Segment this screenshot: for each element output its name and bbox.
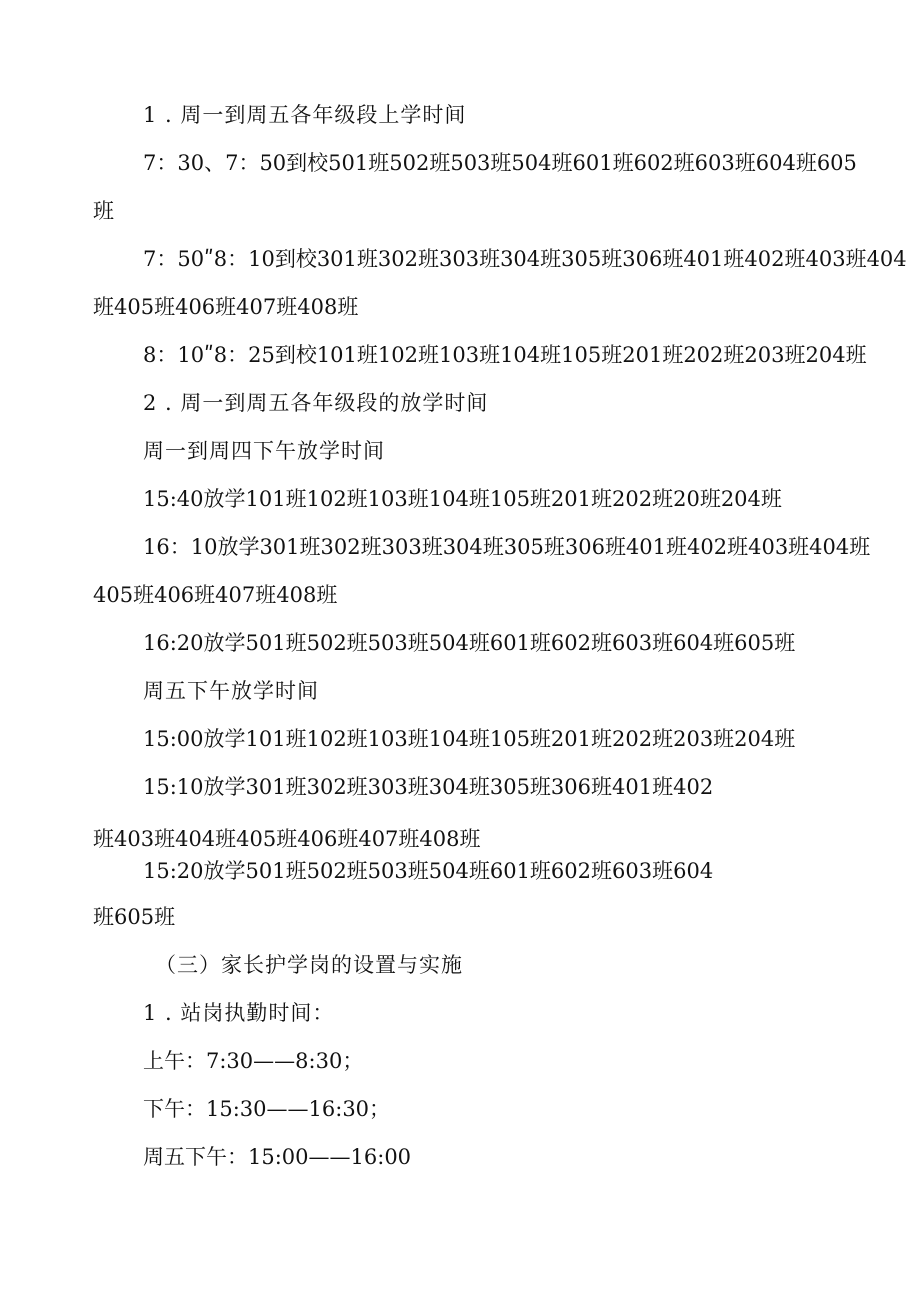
heading-dismissal-times: 2 . 周一到周五各年级段的放学时间 bbox=[143, 391, 489, 415]
friday-line-3-cont: 班605班 bbox=[93, 905, 176, 929]
friday-line-3: 15:20放学501班502班503班504班601班602班603班604 bbox=[143, 859, 714, 883]
heading-arrival-times: 1 . 周一到周五各年级段上学时间 bbox=[143, 103, 467, 127]
section-heading-parent-guard: （三）家长护学岗的设置与实施 bbox=[155, 953, 463, 977]
arrival-line-1: 7：30、7：50到校501班502班503班504班601班602班603班604班605 bbox=[143, 151, 857, 175]
subheading-friday: 周五下午放学时间 bbox=[143, 679, 319, 703]
dismissal-line-2-cont: 405班406班407班408班 bbox=[93, 583, 338, 607]
duty-afternoon: 下午：15:30——16:30； bbox=[143, 1097, 391, 1121]
arrival-line-1-cont: 班 bbox=[93, 199, 114, 223]
arrival-line-2-cont: 班405班406班407班408班 bbox=[93, 295, 359, 319]
dismissal-line-2: 16：10放学301班302班303班304班305班306班401班402班403班404班 bbox=[143, 535, 871, 559]
friday-line-2: 15:10放学301班302班303班304班305班306班401班402 bbox=[143, 775, 714, 799]
duty-friday: 周五下午：15:00——16:00 bbox=[143, 1145, 412, 1169]
duty-morning: 上午：7:30——8:30； bbox=[143, 1049, 364, 1073]
friday-line-1: 15:00放学101班102班103班104班105班201班202班203班204班 bbox=[143, 727, 796, 751]
subheading-mon-thu: 周一到周四下午放学时间 bbox=[143, 439, 385, 463]
dismissal-line-3: 16:20放学501班502班503班504班601班602班603班604班605班 bbox=[143, 631, 796, 655]
heading-duty-times: 1 . 站岗执勤时间： bbox=[143, 1001, 335, 1025]
dismissal-line-1: 15:40放学101班102班103班104班105班201班202班20班204班 bbox=[143, 487, 782, 511]
friday-line-2-cont: 班403班404班405班406班407班408班 bbox=[93, 827, 481, 851]
arrival-line-2: 7：50ʺ8：10到校301班302班303班304班305班306班401班402班403班404 bbox=[143, 247, 907, 271]
arrival-line-3: 8：10ʺ8：25到校101班102班103班104班105班201班202班203班204班 bbox=[143, 343, 867, 367]
